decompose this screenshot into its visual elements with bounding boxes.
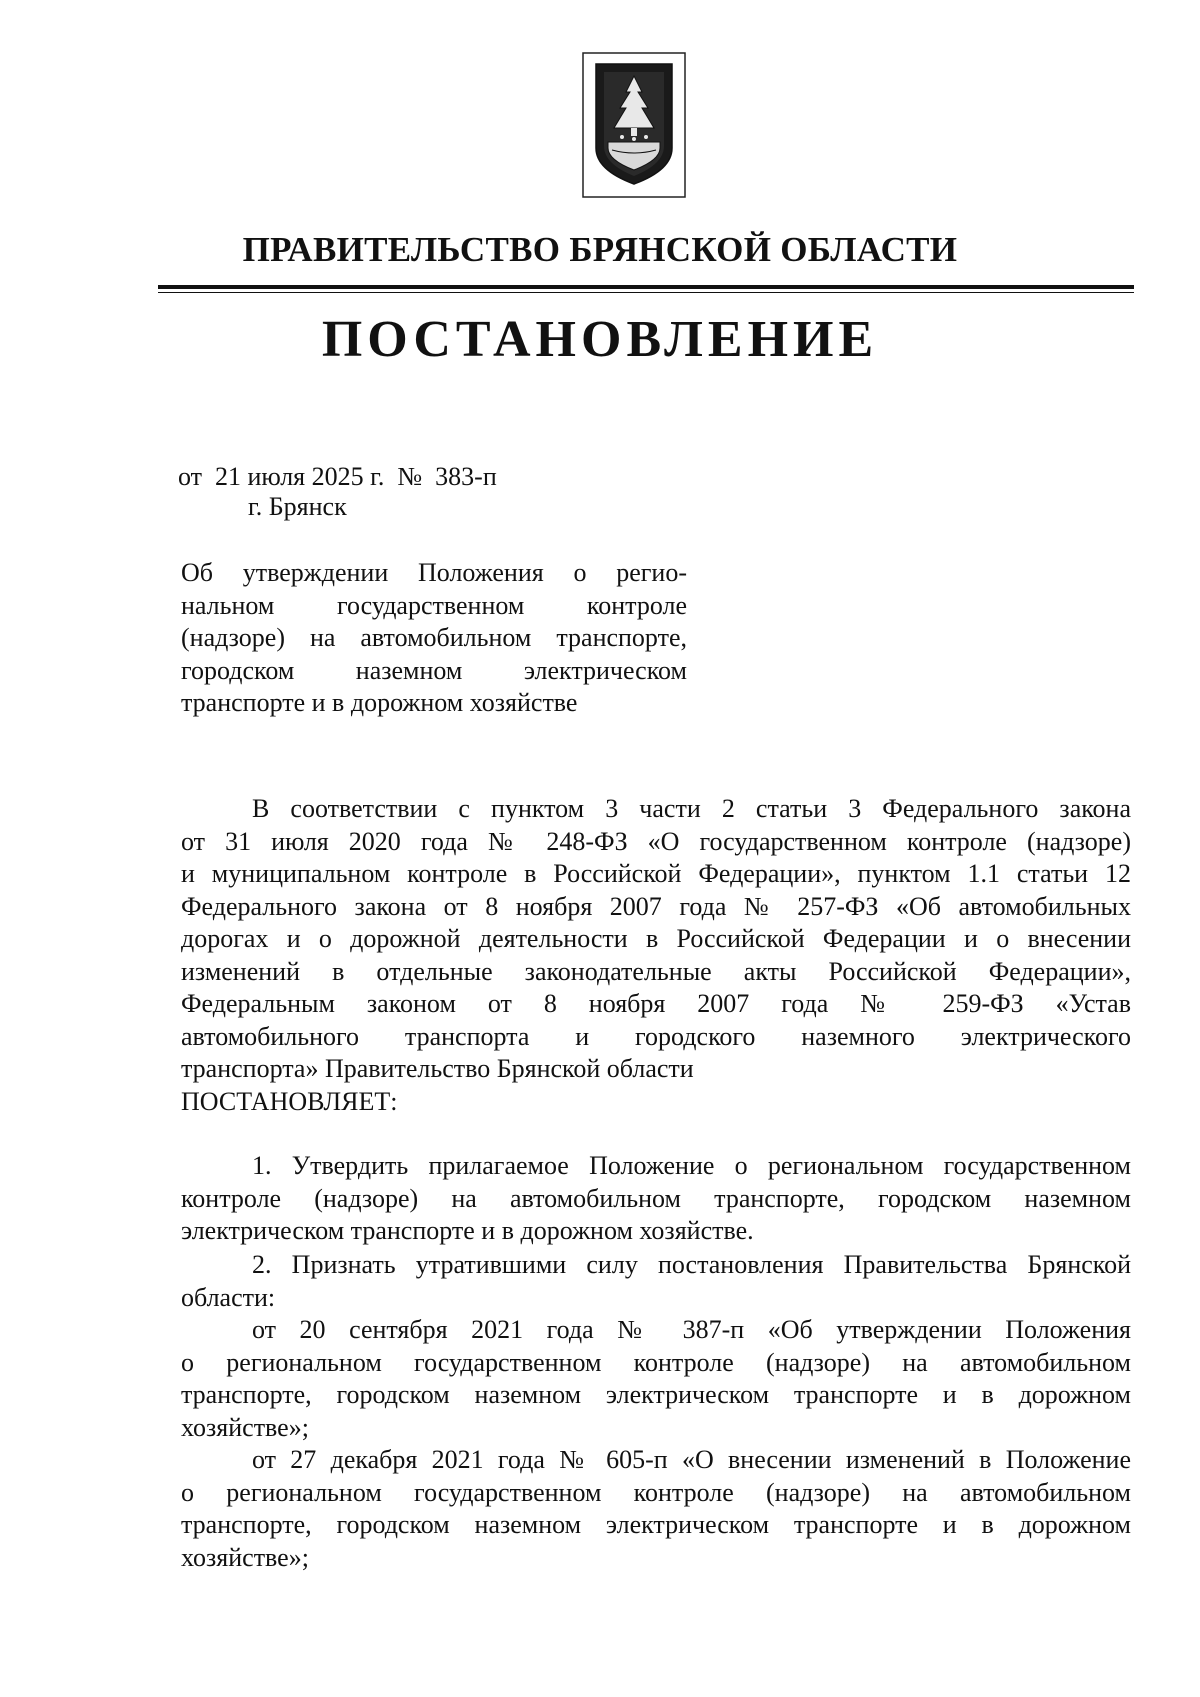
preamble-line: транспорта» Правительство Брянской области bbox=[181, 1054, 694, 1083]
preamble-paragraph bbox=[181, 793, 1131, 1118]
preamble-line: автомобильного транспорта и городского наземного электрического bbox=[181, 1021, 1131, 1051]
item-1-paragraph bbox=[181, 1150, 1131, 1248]
repealed-resolution-605 bbox=[181, 1444, 1131, 1574]
coat-of-arms-emblem-icon bbox=[582, 52, 686, 198]
repealed-resolution-387 bbox=[181, 1314, 1131, 1444]
preamble-line: изменений в отдельные законодательные акты Российской Федерации», bbox=[181, 956, 1131, 986]
preamble-line: и муниципальном контроле в Российской Федерации», пунктом 1.1 статьи 12 bbox=[181, 859, 1131, 888]
document-subject bbox=[181, 557, 687, 720]
subject-line: нальном государственном контроле bbox=[181, 590, 687, 620]
header-divider-thin bbox=[158, 292, 1134, 293]
subject-line: городском наземном электрическом bbox=[181, 655, 687, 685]
preamble-line: Федерального закона от 8 ноября 2007 года № 257-ФЗ «Об автомобильных bbox=[181, 891, 1131, 921]
item-line: 1. Утвердить прилагаемое Положение о региональном государственном bbox=[252, 1151, 1131, 1180]
preamble-line: В соответствии с пунктом 3 части 2 статьи 3 Федерального закона bbox=[252, 794, 1131, 823]
document-city: г. Брянск bbox=[248, 492, 347, 521]
government-name: ПРАВИТЕЛЬСТВО БРЯНСКОЙ ОБЛАСТИ bbox=[242, 230, 958, 269]
item-line: электрическом транспорте и в дорожном хозяйстве. bbox=[181, 1216, 754, 1245]
item-line: области: bbox=[181, 1282, 276, 1312]
document-date-number: от 21 июля 2025 г. № 383-п bbox=[178, 462, 497, 491]
item-line: транспорте, городском наземном электрическом транспорте и в дорожном bbox=[181, 1510, 1131, 1539]
item-2-paragraph bbox=[181, 1249, 1131, 1314]
item-line: контроле (надзоре) на автомобильном транспорте, городском наземном bbox=[181, 1183, 1131, 1213]
subject-line: (надзоре) на автомобильном транспорте, bbox=[181, 623, 687, 652]
document-type-title: ПОСТАНОВЛЕНИЕ bbox=[321, 311, 879, 368]
item-line: от 20 сентября 2021 года № 387-п «Об утверждении Положения bbox=[252, 1315, 1131, 1344]
resolves-heading: ПОСТАНОВЛЯЕТ: bbox=[181, 1086, 398, 1116]
header-divider-thick bbox=[158, 285, 1134, 289]
preamble-line: Федеральным законом от 8 ноября 2007 года № 259-ФЗ «Устав bbox=[181, 989, 1131, 1018]
item-line: от 27 декабря 2021 года № 605-п «О внесении изменений в Положение bbox=[252, 1445, 1131, 1474]
item-line: хозяйстве»; bbox=[181, 1542, 309, 1572]
item-line: 2. Признать утратившими силу постановления Правительства Брянской bbox=[252, 1250, 1131, 1279]
subject-line: Об утверждении Положения о регио- bbox=[181, 558, 687, 587]
item-line: хозяйстве»; bbox=[181, 1412, 309, 1442]
item-line: о региональном государственном контроле (надзоре) на автомобильном bbox=[181, 1477, 1131, 1507]
item-line: транспорте, городском наземном электрическом транспорте и в дорожном bbox=[181, 1380, 1131, 1409]
preamble-line: дорогах и о дорожной деятельности в Российской Федерации и о внесении bbox=[181, 924, 1131, 953]
preamble-line: от 31 июля 2020 года № 248-ФЗ «О государственном контроле (надзоре) bbox=[181, 826, 1131, 856]
item-line: о региональном государственном контроле (надзоре) на автомобильном bbox=[181, 1347, 1131, 1377]
subject-line: транспорте и в дорожном хозяйстве bbox=[181, 688, 578, 717]
